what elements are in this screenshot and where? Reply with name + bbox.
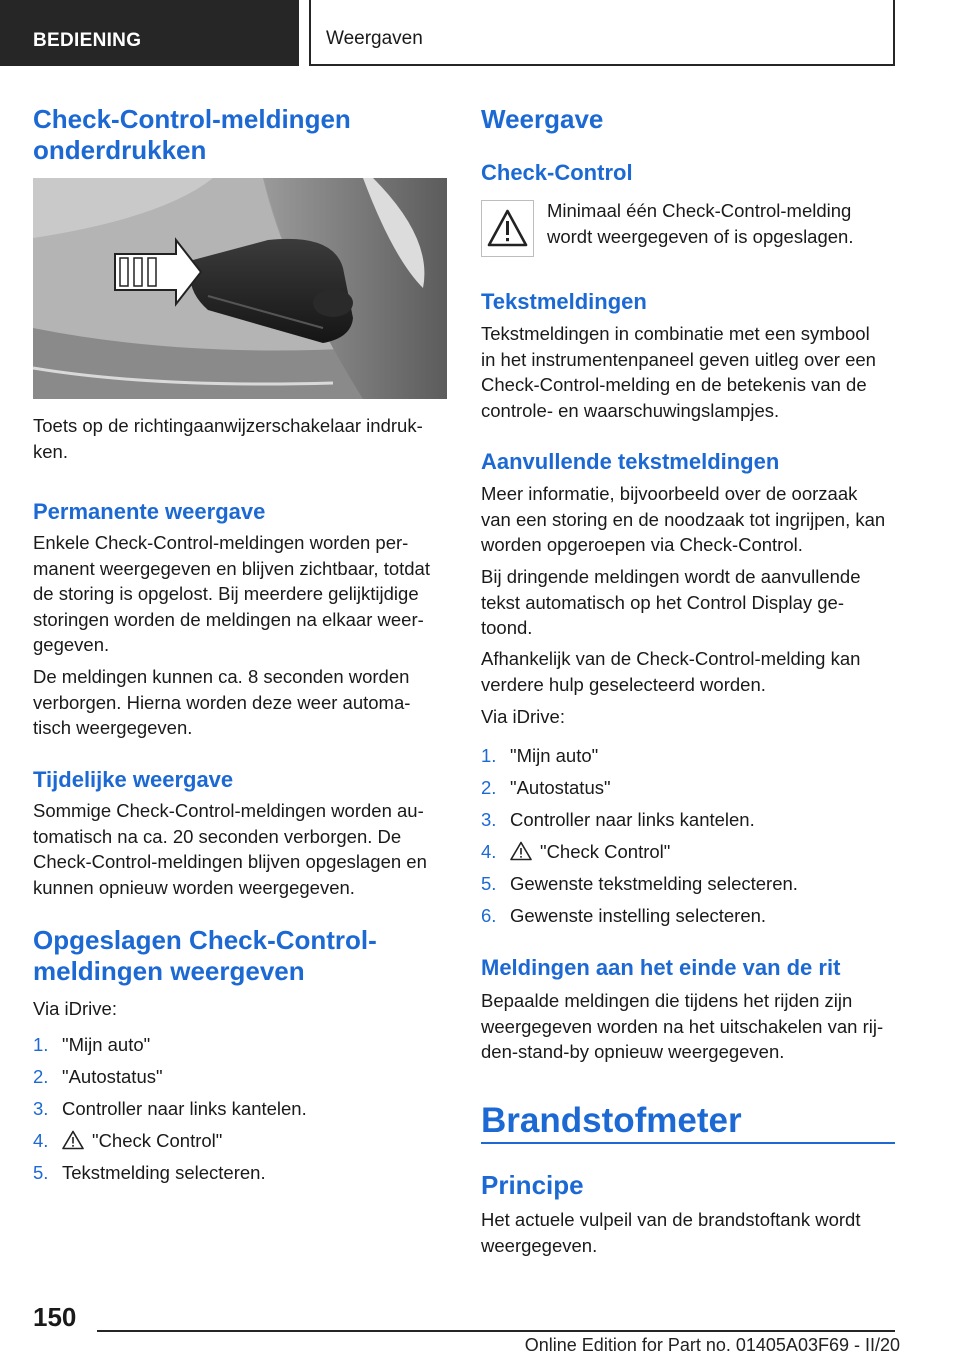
text-line: worden opgeroepen via Check-Control. [481, 534, 803, 555]
additional-paragraph-1 [481, 481, 901, 558]
step-number: 4. [33, 1130, 49, 1151]
text-line: van een storing en de noodzaak tot ingrijpen, kan [481, 508, 886, 530]
heading-text-messages: Tekstmeldingen [481, 289, 647, 314]
step-number: 3. [481, 809, 497, 830]
list-item [481, 839, 895, 871]
step-number: 5. [481, 873, 497, 894]
step-text: Gewenste instelling selecteren. [510, 905, 767, 926]
edition-footer: Online Edition for Part no. 01405A03F69 - II/20 [524, 1335, 900, 1355]
step-text: "Check Control" [92, 1130, 223, 1151]
warning-triangle-icon [62, 1130, 84, 1156]
text-line: kunnen opnieuw worden weergegeven. [33, 876, 355, 898]
heading-principle: Principe [481, 1170, 584, 1200]
text-line: controle- en waarschuwingslampjes. [481, 399, 780, 421]
photo-caption [33, 413, 447, 464]
list-item [33, 1064, 447, 1096]
stored-steps-list [33, 1032, 447, 1192]
text-line: tomatisch na ca. 20 seconden verborgen. De [33, 825, 402, 847]
permanent-paragraph-2 [33, 664, 447, 741]
text-line: gegeven. [33, 634, 110, 655]
heading-check-control: Check-Control [481, 160, 633, 185]
heading-permanent-display: Permanente weergave [33, 499, 266, 524]
text-line: Het actuele vulpeil van de brandstoftank wordt [481, 1209, 861, 1230]
text-line: den-stand-by opnieuw weergegeven. [481, 1041, 785, 1062]
text-line: verdere hulp geselecteerd worden. [481, 673, 766, 695]
warning-triangle-icon [510, 841, 532, 867]
text-line: weergegeven. [481, 1234, 598, 1256]
text-line: verborgen. Hierna worden deze weer automa- [33, 691, 411, 713]
text-line: Sommige Check-Control-meldingen worden au- [33, 800, 424, 821]
step-number: 5. [33, 1162, 49, 1183]
principle-paragraph [481, 1207, 901, 1258]
text-line: Enkele Check-Control-meldingen worden per- [33, 532, 409, 553]
additional-paragraph-3 [481, 646, 901, 697]
text-line: Afhankelijk van de Check-Control-melding kan [481, 648, 861, 669]
list-item [481, 775, 895, 807]
additional-steps-list [481, 743, 895, 935]
turn-signal-lever-photo [33, 178, 447, 399]
step-number: 3. [33, 1098, 49, 1119]
text-line: Bij dringende meldingen wordt de aanvullende [481, 566, 861, 587]
text-line: toond. [481, 617, 533, 638]
text-line: Minimaal één Check-Control-melding [547, 200, 852, 221]
check-control-description [547, 198, 897, 249]
text-line: Check-Control-meldingen blijven opgeslagen en [33, 851, 427, 872]
heading-line: Opgeslagen Check-Control- [33, 925, 377, 955]
step-number: 1. [481, 745, 497, 766]
stored-intro: Via iDrive: [33, 998, 117, 1019]
heading-line: meldingen weergeven [33, 956, 305, 986]
temporary-paragraph [33, 798, 447, 900]
list-item [481, 871, 895, 903]
chapter-title-fuel-gauge: Brandstofmeter [481, 1101, 742, 1140]
text-line: Bepaalde meldingen die tijdens het rijden zijn [481, 990, 853, 1011]
text-line: weergegeven worden na het uitschakelen van rij- [481, 1015, 884, 1037]
footer-rule [97, 1330, 895, 1332]
text-line: tekst automatisch op het Control Display ge- [481, 591, 844, 613]
text-line: in het instrumentenpaneel geven uitleg over een [481, 348, 876, 370]
step-number: 2. [33, 1066, 49, 1087]
title-line: Check-Control-meldingen [33, 104, 351, 134]
section-title-suppress [33, 104, 351, 166]
text-line: Tekstmeldingen in combinatie met een symbool [481, 323, 870, 344]
list-item [33, 1128, 447, 1160]
heading-stored-messages [33, 925, 377, 987]
additional-paragraph-2 [481, 564, 901, 641]
list-item [481, 743, 895, 775]
text-line: Meer informatie, bijvoorbeeld over de oorzaak [481, 483, 858, 504]
page-number: 150 [33, 1302, 77, 1332]
step-text: "Mijn auto" [62, 1034, 151, 1055]
end-of-trip-paragraph [481, 988, 901, 1065]
text-line: De meldingen kunnen ca. 8 seconden worden [33, 666, 410, 687]
caption-line: ken. [33, 440, 68, 462]
text-line: storingen worden de meldingen na elkaar weer- [33, 608, 424, 630]
heading-end-of-trip: Meldingen aan het einde van de rit [481, 955, 841, 980]
text-line: manent weergegeven en blijven zichtbaar, totdat [33, 557, 430, 579]
title-line: onderdrukken [33, 135, 207, 165]
step-number: 4. [481, 841, 497, 862]
list-item [33, 1160, 447, 1192]
step-text: "Check Control" [540, 841, 671, 862]
text-line: de storing is opgelost. Bij meerdere gelijktijdige [33, 583, 419, 604]
step-text: "Autostatus" [510, 777, 611, 798]
list-item [33, 1032, 447, 1064]
list-item [481, 807, 895, 839]
text-line: tisch weergegeven. [33, 717, 193, 738]
title-underline [481, 1142, 895, 1144]
section-title-display: Weergave [481, 104, 604, 134]
heading-temporary-display: Tijdelijke weergave [33, 767, 234, 792]
step-number: 2. [481, 777, 497, 798]
step-text: Controller naar links kantelen. [510, 809, 755, 830]
step-number: 6. [481, 905, 497, 926]
step-text: Controller naar links kantelen. [62, 1098, 307, 1119]
additional-intro: Via iDrive: [481, 706, 565, 727]
heading-additional-text: Aanvullende tekstmeldingen [481, 449, 780, 474]
caption-line: Toets op de richtingaanwijzerschakelaar indruk- [33, 415, 423, 436]
section-tab: BEDIENING [0, 0, 299, 66]
step-text: "Autostatus" [62, 1066, 163, 1087]
permanent-paragraph-1 [33, 530, 447, 658]
text-line: Check-Control-melding en de betekenis van de [481, 374, 867, 395]
step-text: Tekstmelding selecteren. [62, 1162, 266, 1183]
chapter-tab: Weergaven [309, 0, 895, 66]
text-messages-paragraph [481, 321, 901, 423]
warning-triangle-icon [481, 200, 534, 257]
list-item [481, 903, 895, 935]
step-text: Gewenste tekstmelding selecteren. [510, 873, 798, 894]
list-item [33, 1096, 447, 1128]
step-text: "Mijn auto" [510, 745, 599, 766]
text-line: wordt weergegeven of is opgeslagen. [547, 225, 854, 247]
step-number: 1. [33, 1034, 49, 1055]
turn-signal-lever-illustration [33, 178, 447, 399]
